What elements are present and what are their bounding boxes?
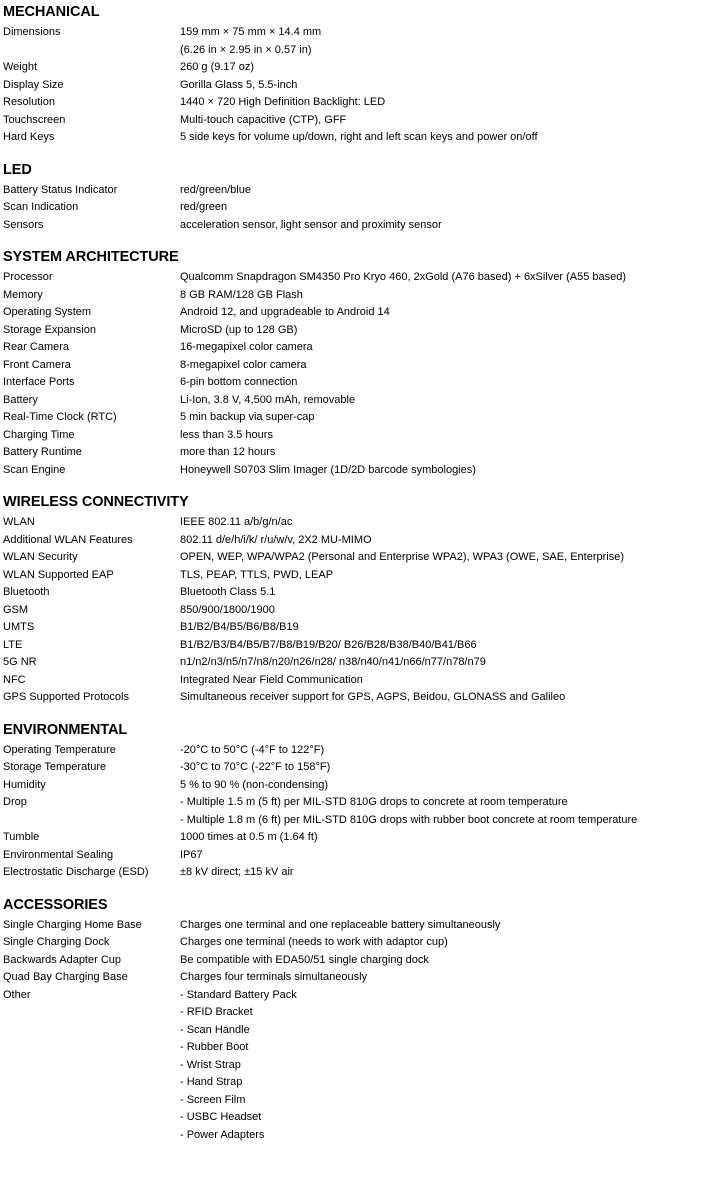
- spec-row: [3, 917, 720, 935]
- spec-value-line: - Screen Film: [180, 1093, 246, 1106]
- spec-row: [3, 777, 720, 795]
- spec-row: [3, 427, 720, 445]
- spec-row: [3, 549, 720, 567]
- spec-value-line: IEEE 802.11 a/b/g/n/ac: [180, 516, 293, 528]
- spec-row: [3, 357, 720, 375]
- spec-row: [3, 304, 720, 322]
- spec-value: [180, 409, 720, 427]
- spec-value-line: 5 min backup via super-cap: [180, 411, 315, 423]
- spec-label: NFC: [3, 673, 26, 686]
- spec-row: [3, 77, 720, 95]
- spec-value-line: IP67: [180, 848, 203, 861]
- spec-value: [180, 742, 720, 760]
- spec-label: Single Charging Home Base: [3, 918, 142, 931]
- spec-row: [3, 129, 720, 147]
- spec-value-line: Li-Ion, 3.8 V, 4,500 mAh, removable: [180, 393, 356, 406]
- spec-label: Touchscreen: [3, 113, 66, 126]
- spec-section: [3, 493, 720, 707]
- spec-row: [3, 392, 720, 410]
- spec-value: [180, 602, 720, 620]
- spec-section: [3, 3, 720, 147]
- spec-value: [180, 969, 720, 987]
- spec-row: [3, 864, 720, 882]
- spec-value-line: Charges one terminal (needs to work with adaptor cup): [180, 936, 448, 948]
- spec-label: Display Size: [3, 78, 64, 91]
- spec-value-line: Qualcomm Snapdragon SM4350 Pro Kryo 460, 2xGold (A76 based) + 6xSilver (A55 based): [180, 271, 627, 283]
- spec-value: [180, 112, 720, 130]
- spec-row: [3, 602, 720, 620]
- section-title: ENVIRONMENTAL: [3, 721, 128, 738]
- spec-row: [3, 322, 720, 340]
- spec-row: [3, 952, 720, 970]
- spec-value: [180, 934, 720, 952]
- spec-row: [3, 759, 720, 777]
- spec-value-line: B1/B2/B3/B4/B5/B7/B8/B19/B20/ B26/B28/B38/B40/B41/B66: [180, 638, 477, 651]
- spec-value-line: - Multiple 1.5 m (5 ft) per MIL-STD 810G drops to concrete at room temperature: [180, 796, 568, 808]
- spec-value: [180, 917, 720, 935]
- spec-value-line: - Multiple 1.8 m (6 ft) per MIL-STD 810G drops with rubber boot concrete at room temperature: [180, 813, 638, 826]
- spec-value-line: 159 mm × 75 mm × 14.4 mm: [180, 26, 322, 38]
- spec-label: Hard Keys: [3, 131, 55, 143]
- section-title: LED: [3, 161, 32, 178]
- spec-value: [180, 672, 720, 690]
- spec-value-line: Simultaneous receiver support for GPS, AGPS, Beidou, GLONASS and Galileo: [180, 691, 566, 703]
- spec-label: Front Camera: [3, 358, 71, 371]
- spec-section: [3, 248, 720, 479]
- spec-value: [180, 217, 720, 235]
- spec-label: Electrostatic Discharge (ESD): [3, 866, 149, 878]
- spec-label: WLAN Security: [3, 551, 78, 563]
- spec-row: [3, 829, 720, 847]
- spec-value-line: Android 12, and upgradeable to Android 14: [180, 306, 390, 318]
- spec-value: [180, 129, 720, 147]
- spec-value-line: - USBC Headset: [180, 1111, 262, 1123]
- spec-value: [180, 654, 720, 672]
- spec-value-line: Multi-touch capacitive (CTP), GFF: [180, 113, 347, 126]
- spec-label: UMTS: [3, 621, 35, 633]
- spec-row: [3, 847, 720, 865]
- spec-value-line: - Standard Battery Pack: [180, 988, 297, 1001]
- spec-row: [3, 269, 720, 287]
- spec-row: [3, 637, 720, 655]
- spec-label: Real-Time Clock (RTC): [3, 411, 117, 423]
- spec-value: [180, 287, 720, 305]
- spec-row: [3, 374, 720, 392]
- spec-label: Operating System: [3, 306, 92, 318]
- spec-row: [3, 339, 720, 357]
- spec-value-line: 850/900/1800/1900: [180, 603, 275, 616]
- spec-label: Charging Time: [3, 428, 75, 441]
- spec-value-line: red/green: [180, 201, 228, 213]
- spec-value: [180, 444, 720, 462]
- spec-label: Operating Temperature: [3, 743, 116, 756]
- spec-value-line: 1000 times at 0.5 m (1.64 ft): [180, 831, 318, 843]
- spec-row: [3, 689, 720, 707]
- spec-row: [3, 217, 720, 235]
- spec-value: [180, 94, 720, 112]
- spec-row: [3, 987, 720, 1145]
- spec-value-line: 6-pin bottom connection: [180, 376, 298, 388]
- spec-section: [3, 721, 720, 882]
- spec-label: Interface Ports: [3, 376, 75, 388]
- spec-row: [3, 654, 720, 672]
- spec-value-line: Integrated Near Field Communication: [180, 673, 363, 686]
- spec-value-line: 260 g (9.17 oz): [180, 61, 254, 73]
- spec-row: [3, 672, 720, 690]
- spec-label: Other: [3, 988, 31, 1001]
- spec-value-line: acceleration sensor, light sensor and proximity sensor: [180, 218, 442, 231]
- spec-value: [180, 637, 720, 655]
- spec-row: [3, 409, 720, 427]
- spec-value-line: Gorilla Glass 5, 5.5-inch: [180, 78, 298, 91]
- spec-value: [180, 567, 720, 585]
- spec-label: Scan Engine: [3, 463, 66, 476]
- spec-row: [3, 742, 720, 760]
- spec-value-line: - Scan Handle: [180, 1023, 250, 1036]
- spec-value: [180, 584, 720, 602]
- spec-value-line: -30°C to 70°C (-22°F to 158°F): [180, 761, 331, 773]
- spec-value-line: 5 % to 90 % (non-condensing): [180, 778, 328, 791]
- spec-value: [180, 59, 720, 77]
- spec-value: [180, 987, 720, 1145]
- spec-value-line: n1/n2/n3/n5/n7/n8/n20/n26/n28/ n38/n40/n41/n66/n77/n78/n79: [180, 656, 486, 668]
- spec-value: [180, 759, 720, 777]
- section-title: MECHANICAL: [3, 4, 100, 20]
- spec-value-line: OPEN, WEP, WPA/WPA2 (Personal and Enterprise WPA2), WPA3 (OWE, SAE, Enterprise): [180, 551, 624, 563]
- spec-row: [3, 199, 720, 217]
- spec-value-line: - Power Adapters: [180, 1128, 265, 1141]
- spec-row: [3, 514, 720, 532]
- spec-section: [3, 896, 720, 1145]
- spec-label: Sensors: [3, 218, 44, 231]
- spec-row: [3, 287, 720, 305]
- spec-value-line: 5 side keys for volume up/down, right and left scan keys and power on/off: [180, 131, 538, 143]
- spec-value-line: Charges one terminal and one replaceable battery simultaneously: [180, 918, 501, 931]
- spec-label: Quad Bay Charging Base: [3, 971, 128, 983]
- spec-value-line: ±8 kV direct; ±15 kV air: [180, 866, 294, 878]
- spec-value-line: TLS, PEAP, TTLS, PWD, LEAP: [180, 568, 334, 581]
- spec-value: [180, 794, 720, 829]
- spec-value-line: MicroSD (up to 128 GB): [180, 323, 298, 336]
- spec-row: [3, 934, 720, 952]
- spec-label: Storage Temperature: [3, 761, 107, 773]
- spec-value: [180, 689, 720, 707]
- spec-label: 5G NR: [3, 656, 37, 668]
- spec-value: [180, 392, 720, 410]
- spec-value: [180, 549, 720, 567]
- section-title: SYSTEM ARCHITECTURE: [3, 249, 179, 265]
- spec-label: Environmental Sealing: [3, 848, 114, 861]
- spec-value-line: red/green/blue: [180, 183, 251, 196]
- spec-label: GPS Supported Protocols: [3, 691, 129, 703]
- spec-label: Battery: [3, 393, 38, 406]
- spec-row: [3, 24, 720, 59]
- spec-value-line: Be compatible with EDA50/51 single charging dock: [180, 953, 429, 966]
- spec-value-line: Honeywell S0703 Slim Imager (1D/2D barcode symbologies): [180, 463, 476, 476]
- section-title: ACCESSORIES: [3, 896, 108, 913]
- spec-value-line: - Wrist Strap: [180, 1058, 241, 1071]
- spec-value: [180, 952, 720, 970]
- spec-value-line: Bluetooth Class 5.1: [180, 586, 276, 598]
- spec-value: [180, 24, 720, 59]
- spec-value: [180, 339, 720, 357]
- spec-label: Drop: [3, 796, 27, 808]
- spec-label: Backwards Adapter Cup: [3, 953, 122, 966]
- spec-value: [180, 462, 720, 480]
- spec-label: LTE: [3, 638, 23, 651]
- spec-row: [3, 182, 720, 200]
- spec-value: [180, 532, 720, 550]
- spec-row: [3, 94, 720, 112]
- section-title: WIRELESS CONNECTIVITY: [3, 494, 189, 510]
- spec-row: [3, 112, 720, 130]
- spec-label: Tumble: [3, 831, 40, 843]
- spec-value-line: 8-megapixel color camera: [180, 358, 307, 371]
- spec-label: Scan Indication: [3, 201, 79, 213]
- spec-value-line: 16-megapixel color camera: [180, 341, 313, 353]
- spec-row: [3, 567, 720, 585]
- spec-section: [3, 161, 720, 235]
- spec-value-line: B1/B2/B4/B5/B6/B8/B19: [180, 621, 299, 633]
- spec-value: [180, 304, 720, 322]
- spec-row: [3, 584, 720, 602]
- spec-label: Bluetooth: [3, 586, 50, 598]
- spec-label: Weight: [3, 61, 38, 73]
- spec-value-line: - RFID Bracket: [180, 1006, 253, 1018]
- spec-value: [180, 514, 720, 532]
- spec-value-line: (6.26 in × 2.95 in × 0.57 in): [180, 43, 312, 56]
- spec-value: [180, 619, 720, 637]
- spec-value-line: 1440 × 720 High Definition Backlight: LED: [180, 96, 386, 108]
- spec-row: [3, 794, 720, 829]
- spec-value-line: - Hand Strap: [180, 1076, 243, 1088]
- spec-label: Storage Expansion: [3, 323, 96, 336]
- spec-label: Humidity: [3, 778, 46, 791]
- spec-row: [3, 444, 720, 462]
- spec-value: [180, 427, 720, 445]
- spec-label: Processor: [3, 271, 53, 283]
- spec-value-line: more than 12 hours: [180, 446, 276, 458]
- spec-value-line: 802.11 d/e/h/i/k/ r/u/w/v, 2X2 MU-MIMO: [180, 533, 372, 546]
- spec-value: [180, 777, 720, 795]
- spec-label: Memory: [3, 288, 43, 301]
- spec-value: [180, 357, 720, 375]
- spec-value: [180, 182, 720, 200]
- spec-label: GSM: [3, 603, 29, 616]
- spec-row: [3, 59, 720, 77]
- spec-label: Dimensions: [3, 26, 61, 38]
- spec-value: [180, 269, 720, 287]
- spec-value-line: Charges four terminals simultaneously: [180, 971, 368, 983]
- spec-label: WLAN Supported EAP: [3, 568, 114, 581]
- spec-label: WLAN: [3, 516, 35, 528]
- spec-value-line: 8 GB RAM/128 GB Flash: [180, 288, 303, 301]
- spec-label: Rear Camera: [3, 341, 70, 353]
- spec-label: Battery Runtime: [3, 446, 82, 458]
- spec-value: [180, 864, 720, 882]
- spec-row: [3, 532, 720, 550]
- spec-label: Resolution: [3, 96, 55, 108]
- spec-label: Single Charging Dock: [3, 936, 110, 948]
- spec-value-line: - Rubber Boot: [180, 1041, 249, 1053]
- spec-value-line: less than 3.5 hours: [180, 428, 273, 441]
- spec-row: [3, 969, 720, 987]
- spec-label: Additional WLAN Features: [3, 533, 133, 546]
- spec-value: [180, 199, 720, 217]
- spec-row: [3, 619, 720, 637]
- spec-value: [180, 322, 720, 340]
- spec-value: [180, 77, 720, 95]
- spec-value: [180, 829, 720, 847]
- spec-value-line: -20°C to 50°C (-4°F to 122°F): [180, 743, 325, 756]
- spec-value: [180, 847, 720, 865]
- spec-value: [180, 374, 720, 392]
- spec-label: Battery Status Indicator: [3, 183, 118, 196]
- spec-row: [3, 462, 720, 480]
